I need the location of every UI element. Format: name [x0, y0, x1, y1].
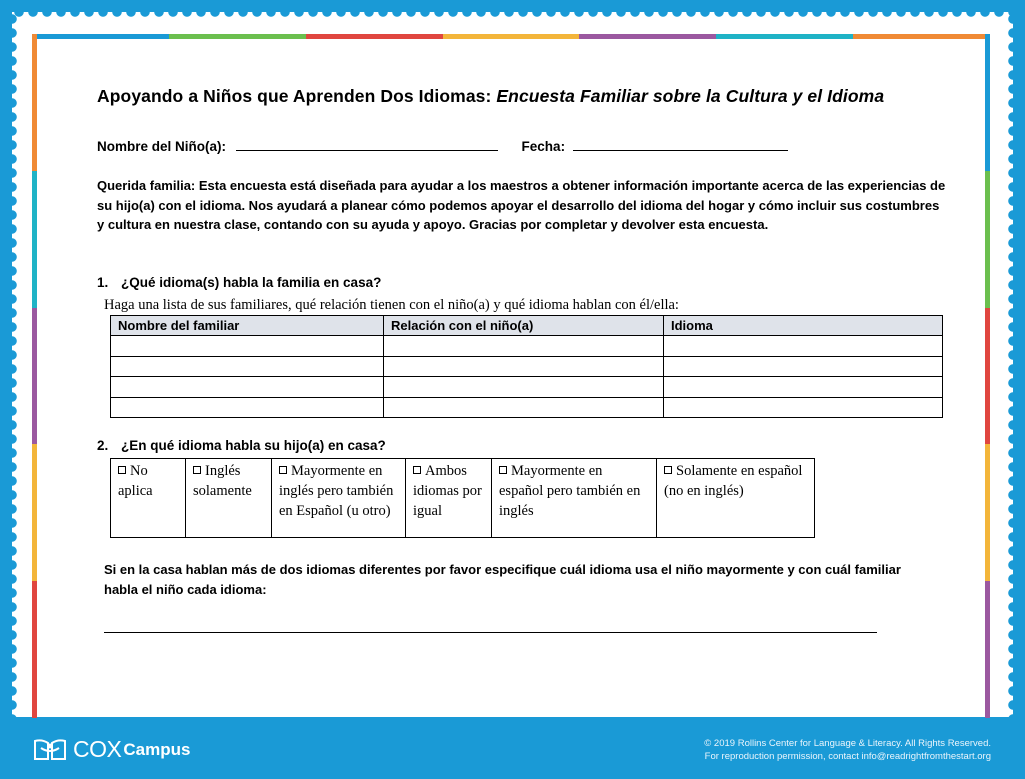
name-date-row [97, 138, 788, 154]
title-main: Apoyando a Niños que Aprenden Dos Idiomas: [97, 86, 497, 106]
language-options-table [110, 458, 815, 538]
table-cell[interactable] [664, 377, 943, 398]
table-cell[interactable] [664, 336, 943, 357]
checkbox-icon[interactable] [499, 466, 507, 474]
table-cell[interactable] [111, 397, 384, 418]
page-title [97, 86, 947, 107]
option-label: Mayormente en español pero también en inglés [499, 463, 641, 519]
date-field[interactable] [573, 138, 788, 151]
color-frame-left [32, 34, 37, 718]
question-2-number: 2. [97, 438, 109, 453]
column-header-relation: Relación con el niño(a) [384, 316, 664, 336]
question-2 [97, 438, 386, 453]
title-subtitle: Encuesta Familiar sobre la Cultura y el Idioma [496, 86, 885, 106]
table-cell[interactable] [384, 336, 664, 357]
copyright-notice [704, 737, 991, 763]
question-1-text: ¿Qué idioma(s) habla la familia en casa? [121, 275, 382, 290]
option-mayormente-ingles[interactable] [272, 459, 406, 538]
checkbox-icon[interactable] [193, 466, 201, 474]
table-row [111, 377, 943, 398]
intro-paragraph: Querida familia: Esta encuesta está diseñada para ayudar a los maestros a obtener información importante acerca de las experiencias de su hijo(a) con el idioma. Nos ayudará a planear cómo podemos apoyar el desarrollo del idioma del hogar y cómo incluir sus costumbres y cultura en nuestra clase, contando con su ayuda y apoyo. Gracias por completar y devolver esta encuesta. [97, 178, 946, 232]
child-name-label: Nombre del Niño(a): [97, 139, 227, 154]
question-2-text: ¿En qué idioma habla su hijo(a) en casa? [121, 438, 386, 453]
answer-line[interactable] [104, 632, 877, 633]
table-cell[interactable] [111, 356, 384, 377]
checkbox-icon[interactable] [118, 466, 126, 474]
table-row [111, 356, 943, 377]
option-ambos-idiomas[interactable] [406, 459, 492, 538]
checkbox-icon[interactable] [413, 466, 421, 474]
stamp-edge-left [12, 12, 20, 717]
copyright-line-1: © 2019 Rollins Center for Language & Literacy. All Rights Reserved. [704, 738, 991, 749]
header [97, 86, 947, 107]
question-1 [97, 275, 381, 290]
option-label: Ambos idiomas por igual [413, 463, 482, 519]
table-cell[interactable] [111, 377, 384, 398]
table-cell[interactable] [384, 397, 664, 418]
copyright-line-2: For reproduction permission, contact info@readrightfromthestart.org [704, 751, 991, 762]
question-1-hint: Haga una lista de sus familiares, qué relación tienen con el niño(a) y qué idioma hablan con él/ella: [104, 297, 679, 313]
book-logo-icon [33, 738, 67, 762]
child-name-field[interactable] [236, 138, 498, 151]
date-label: Fecha: [521, 139, 566, 154]
color-frame-right [985, 34, 990, 718]
logo-cox-text: COX [73, 736, 122, 762]
family-table [110, 315, 943, 418]
stamp-edge-right [1005, 12, 1013, 717]
column-header-family-name: Nombre del familiar [111, 316, 384, 336]
table-cell[interactable] [664, 356, 943, 377]
color-frame-top [32, 34, 990, 39]
option-label: Solamente en español (no en inglés) [664, 463, 803, 499]
cox-campus-logo [33, 736, 190, 763]
stamp-edge-top [12, 12, 1013, 20]
multi-language-note: Si en la casa hablan más de dos idiomas diferentes por favor especifique cuál idioma usa el niño mayormente y con cuál familiar habla el niño cada idioma: [104, 562, 901, 597]
checkbox-icon[interactable] [664, 466, 672, 474]
option-label: No aplica [118, 463, 153, 499]
table-row [111, 336, 943, 357]
table-cell[interactable] [384, 377, 664, 398]
option-label: Mayormente en inglés pero también en Español (u otro) [279, 463, 394, 519]
checkbox-icon[interactable] [279, 466, 287, 474]
option-no-aplica[interactable] [111, 459, 186, 538]
table-cell[interactable] [664, 397, 943, 418]
option-ingles-solamente[interactable] [186, 459, 272, 538]
logo-campus-text: Campus [123, 739, 191, 759]
table-row [111, 397, 943, 418]
option-solamente-espanol[interactable] [657, 459, 815, 538]
table-cell[interactable] [111, 336, 384, 357]
table-cell[interactable] [384, 356, 664, 377]
question-1-number: 1. [97, 275, 109, 290]
option-label: Inglés solamente [193, 463, 252, 499]
column-header-language: Idioma [664, 316, 943, 336]
option-mayormente-espanol[interactable] [492, 459, 657, 538]
